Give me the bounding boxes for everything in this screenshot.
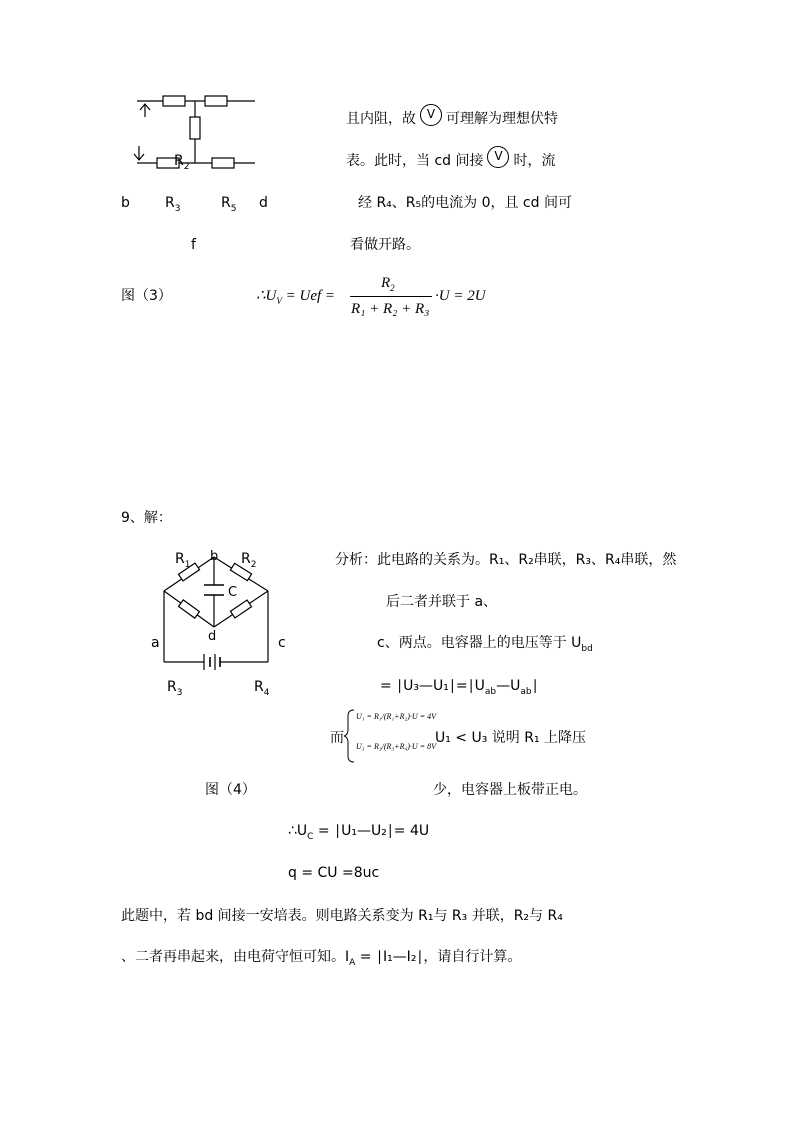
- voltmeter-icon: V: [487, 146, 509, 168]
- voltmeter-icon: V: [420, 104, 442, 126]
- fig3-caption: 图（3）: [121, 288, 172, 304]
- fig4-label-b: b: [210, 549, 219, 564]
- fig4-label-r2: $R_2$: [241, 551, 257, 570]
- sol9-heading: 9、解：: [121, 510, 172, 526]
- system-eq2: U₃ = R₃/(R₃+R₄)·U = 8V: [356, 742, 436, 751]
- uc-formula: $\therefore U_C$ = ∣U₁—U₂∣= 4U: [288, 823, 430, 842]
- system-eq1: U₁ = R₁/(R₁+R₂)·U = 4V: [356, 712, 436, 721]
- text3-line2: 表。此时，当 cd 间接 V 时，流: [346, 152, 555, 176]
- text3-line3: 经 R₄、R₅的电流为 0，且 cd 间可: [358, 195, 572, 211]
- formula3-denominator: R₁ + R₂ + R₃: [351, 301, 430, 317]
- text3-line4: 看做开路。: [350, 237, 420, 253]
- compare-text: U₁ < U₃ 说明 R₁ 上降压: [435, 730, 587, 746]
- fig3-label-r3: $R_3$: [165, 195, 181, 214]
- fig3-label-f: f: [191, 237, 196, 253]
- formula3-lhs: $\therefore U_V$ = Uef =: [256, 288, 336, 306]
- text3-line1: 且内阻，故 V 可理解为理想伏特: [346, 110, 558, 134]
- fig4-label-c: c: [278, 635, 286, 651]
- analysis-line1: 分析：此电路的关系为。R₁、R₂串联，R₃、R₄串联，然: [335, 552, 677, 568]
- system-label: 而: [330, 730, 344, 746]
- fig3-label-r5: $R_5$: [221, 195, 237, 214]
- fig4-caption: 图（4）: [205, 782, 256, 798]
- fig4-label-r4: $R_4$: [254, 679, 270, 698]
- paragraph-line2: 、二者再串起来，由电荷守恒可知。$I_A$ = ∣I₁—I₂∣，请自行计算。: [121, 949, 522, 968]
- fig3-label-r2: $R_2$: [174, 153, 190, 172]
- analysis-line2: 后二者并联于 a、: [386, 594, 498, 610]
- fig4-label-r3: $R_3$: [167, 679, 183, 698]
- fig3-label-b: b: [121, 195, 130, 211]
- formula3-numerator: $R_2$: [381, 275, 395, 293]
- fig4-label-r1: $R_1$: [175, 551, 191, 570]
- q-formula: q = CU =8uc: [288, 865, 380, 881]
- fig4-label-a: a: [151, 635, 160, 651]
- formula3-rhs: ·U = 2U: [435, 288, 486, 304]
- fig3-label-d: d: [259, 195, 268, 211]
- fig4-label-d: d: [208, 629, 217, 644]
- less-text: 少，电容器上板带正电。: [433, 782, 587, 798]
- paragraph-line1: 此题中，若 bd 间接一安培表。则电路关系变为 R₁与 R₃ 并联，R₂与 R₄: [121, 908, 563, 924]
- analysis-line3: c、两点。电容器上的电压等于 $U_{bd}$: [377, 635, 593, 654]
- analysis-line4: = $∣U_3—U_1∣=∣U_{ab}—U_{ab}∣$: [380, 678, 539, 697]
- fig4-label-capacitor: C: [228, 585, 238, 600]
